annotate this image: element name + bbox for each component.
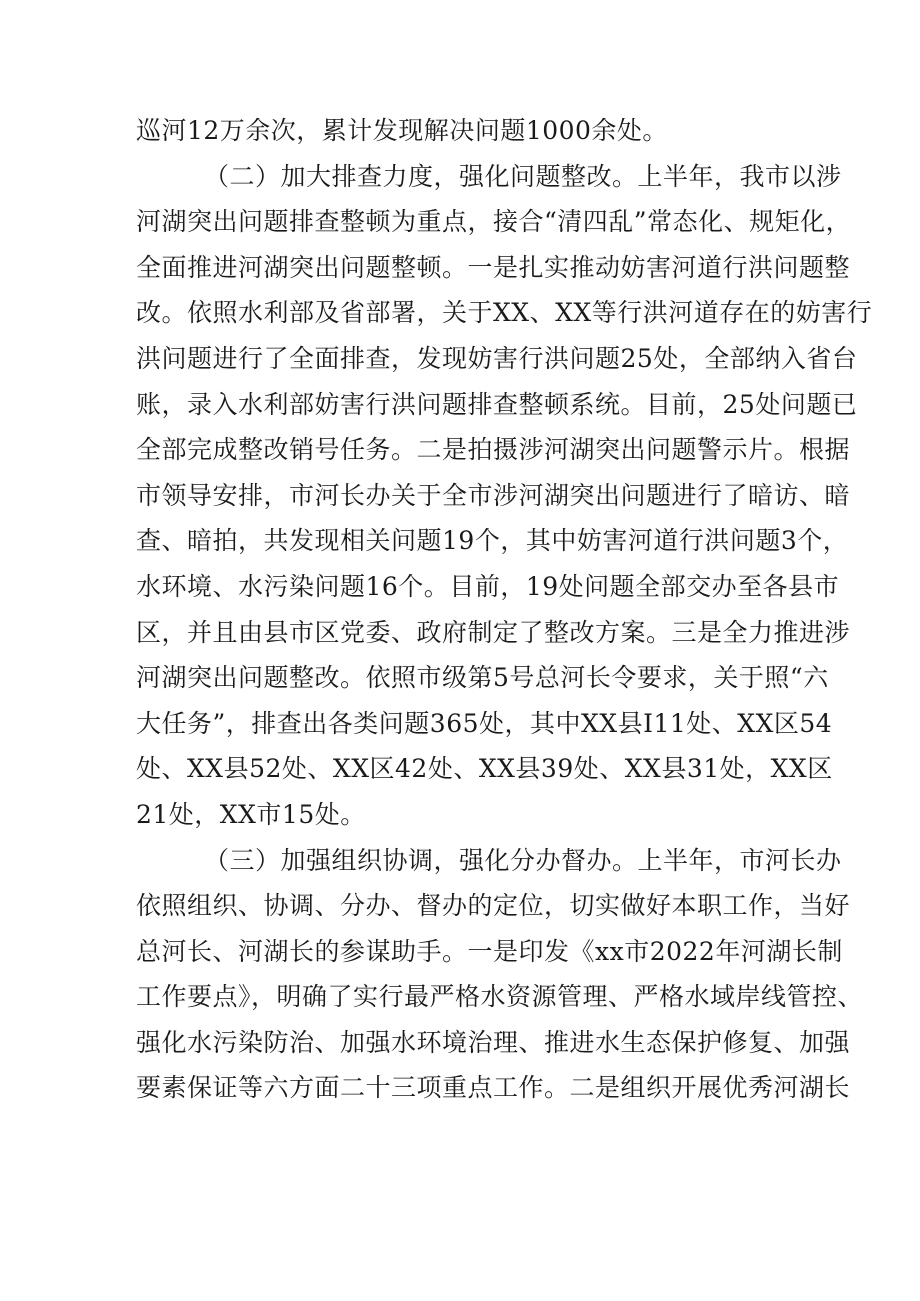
paragraph-line: 改。依照水利部及省部署，关于XX、XX等行洪河道存在的妨害行	[136, 298, 873, 328]
paragraph-line: （三）加强组织协调，强化分办督办。上半年，市河长办	[204, 845, 842, 875]
paragraph-line: 巡河12万余次，累计发现解决问题1000余处。	[136, 116, 668, 145]
paragraph-line: 区，并且由县市区党委、政府制定了整改方案。三是全力推进涉	[136, 617, 851, 647]
paragraph-line: 洪问题进行了全面排查，发现妨害行洪问题25处，全部纳入省台	[136, 343, 858, 373]
paragraph-line: 大任务”，排查出各类问题365处，其中XX县I11处、XX区54	[136, 708, 833, 738]
paragraph-line: 河湖突出问题整改。依照市级第5号总河长令要求，关于照“六	[136, 663, 829, 693]
paragraph-line: 全面推进河湖突出问题整顿。一是扎实推动妨害河道行洪问题整	[136, 252, 851, 282]
paragraph-line: 查、暗拍，共发现相关问题19个，其中妨害河道行洪问题3个，	[136, 526, 849, 556]
paragraph-line: 依照组织、协调、分办、督办的定位，切实做好本职工作，当好	[136, 891, 851, 921]
paragraph-line: 处、XX县52处、XX区42处、XX县39处、XX县31处，XX区	[136, 754, 833, 784]
paragraph-line: 强化水污染防治、加强水环境治理、推进水生态保护修复、加强	[136, 1027, 851, 1057]
paragraph-line: 水环境、水污染问题16个。目前，19处问题全部交办至各县市	[136, 571, 840, 601]
paragraph-line: （二）加大排查力度，强化问题整改。上半年，我市以涉	[204, 161, 842, 191]
paragraph-line: 21处，XX市15处。	[136, 799, 366, 829]
paragraph-line: 河湖突出问题排查整顿为重点，接合“清四乱”常态化、规矩化，	[136, 207, 852, 237]
paragraph-line: 总河长、河湖长的参谋助手。一是印发《xx市2022年河湖长制	[136, 936, 843, 966]
paragraph-line: 全部完成整改销号任务。二是拍摄涉河湖突出问题警示片。根据	[136, 435, 851, 465]
document-body	[136, 108, 873, 1111]
paragraph-line: 工作要点》，明确了实行最严格水资源管理、严格水域岸线管控、	[136, 982, 864, 1012]
paragraph-line: 要素保证等六方面二十三项重点工作。二是组织开展优秀河湖长	[136, 1073, 851, 1103]
paragraph-line: 市领导安排，市河长办关于全市涉河湖突出问题进行了暗访、暗	[136, 480, 851, 510]
paragraph-line: 账，录入水利部妨害行洪问题排查整顿系统。目前，25处问题已	[136, 389, 858, 419]
